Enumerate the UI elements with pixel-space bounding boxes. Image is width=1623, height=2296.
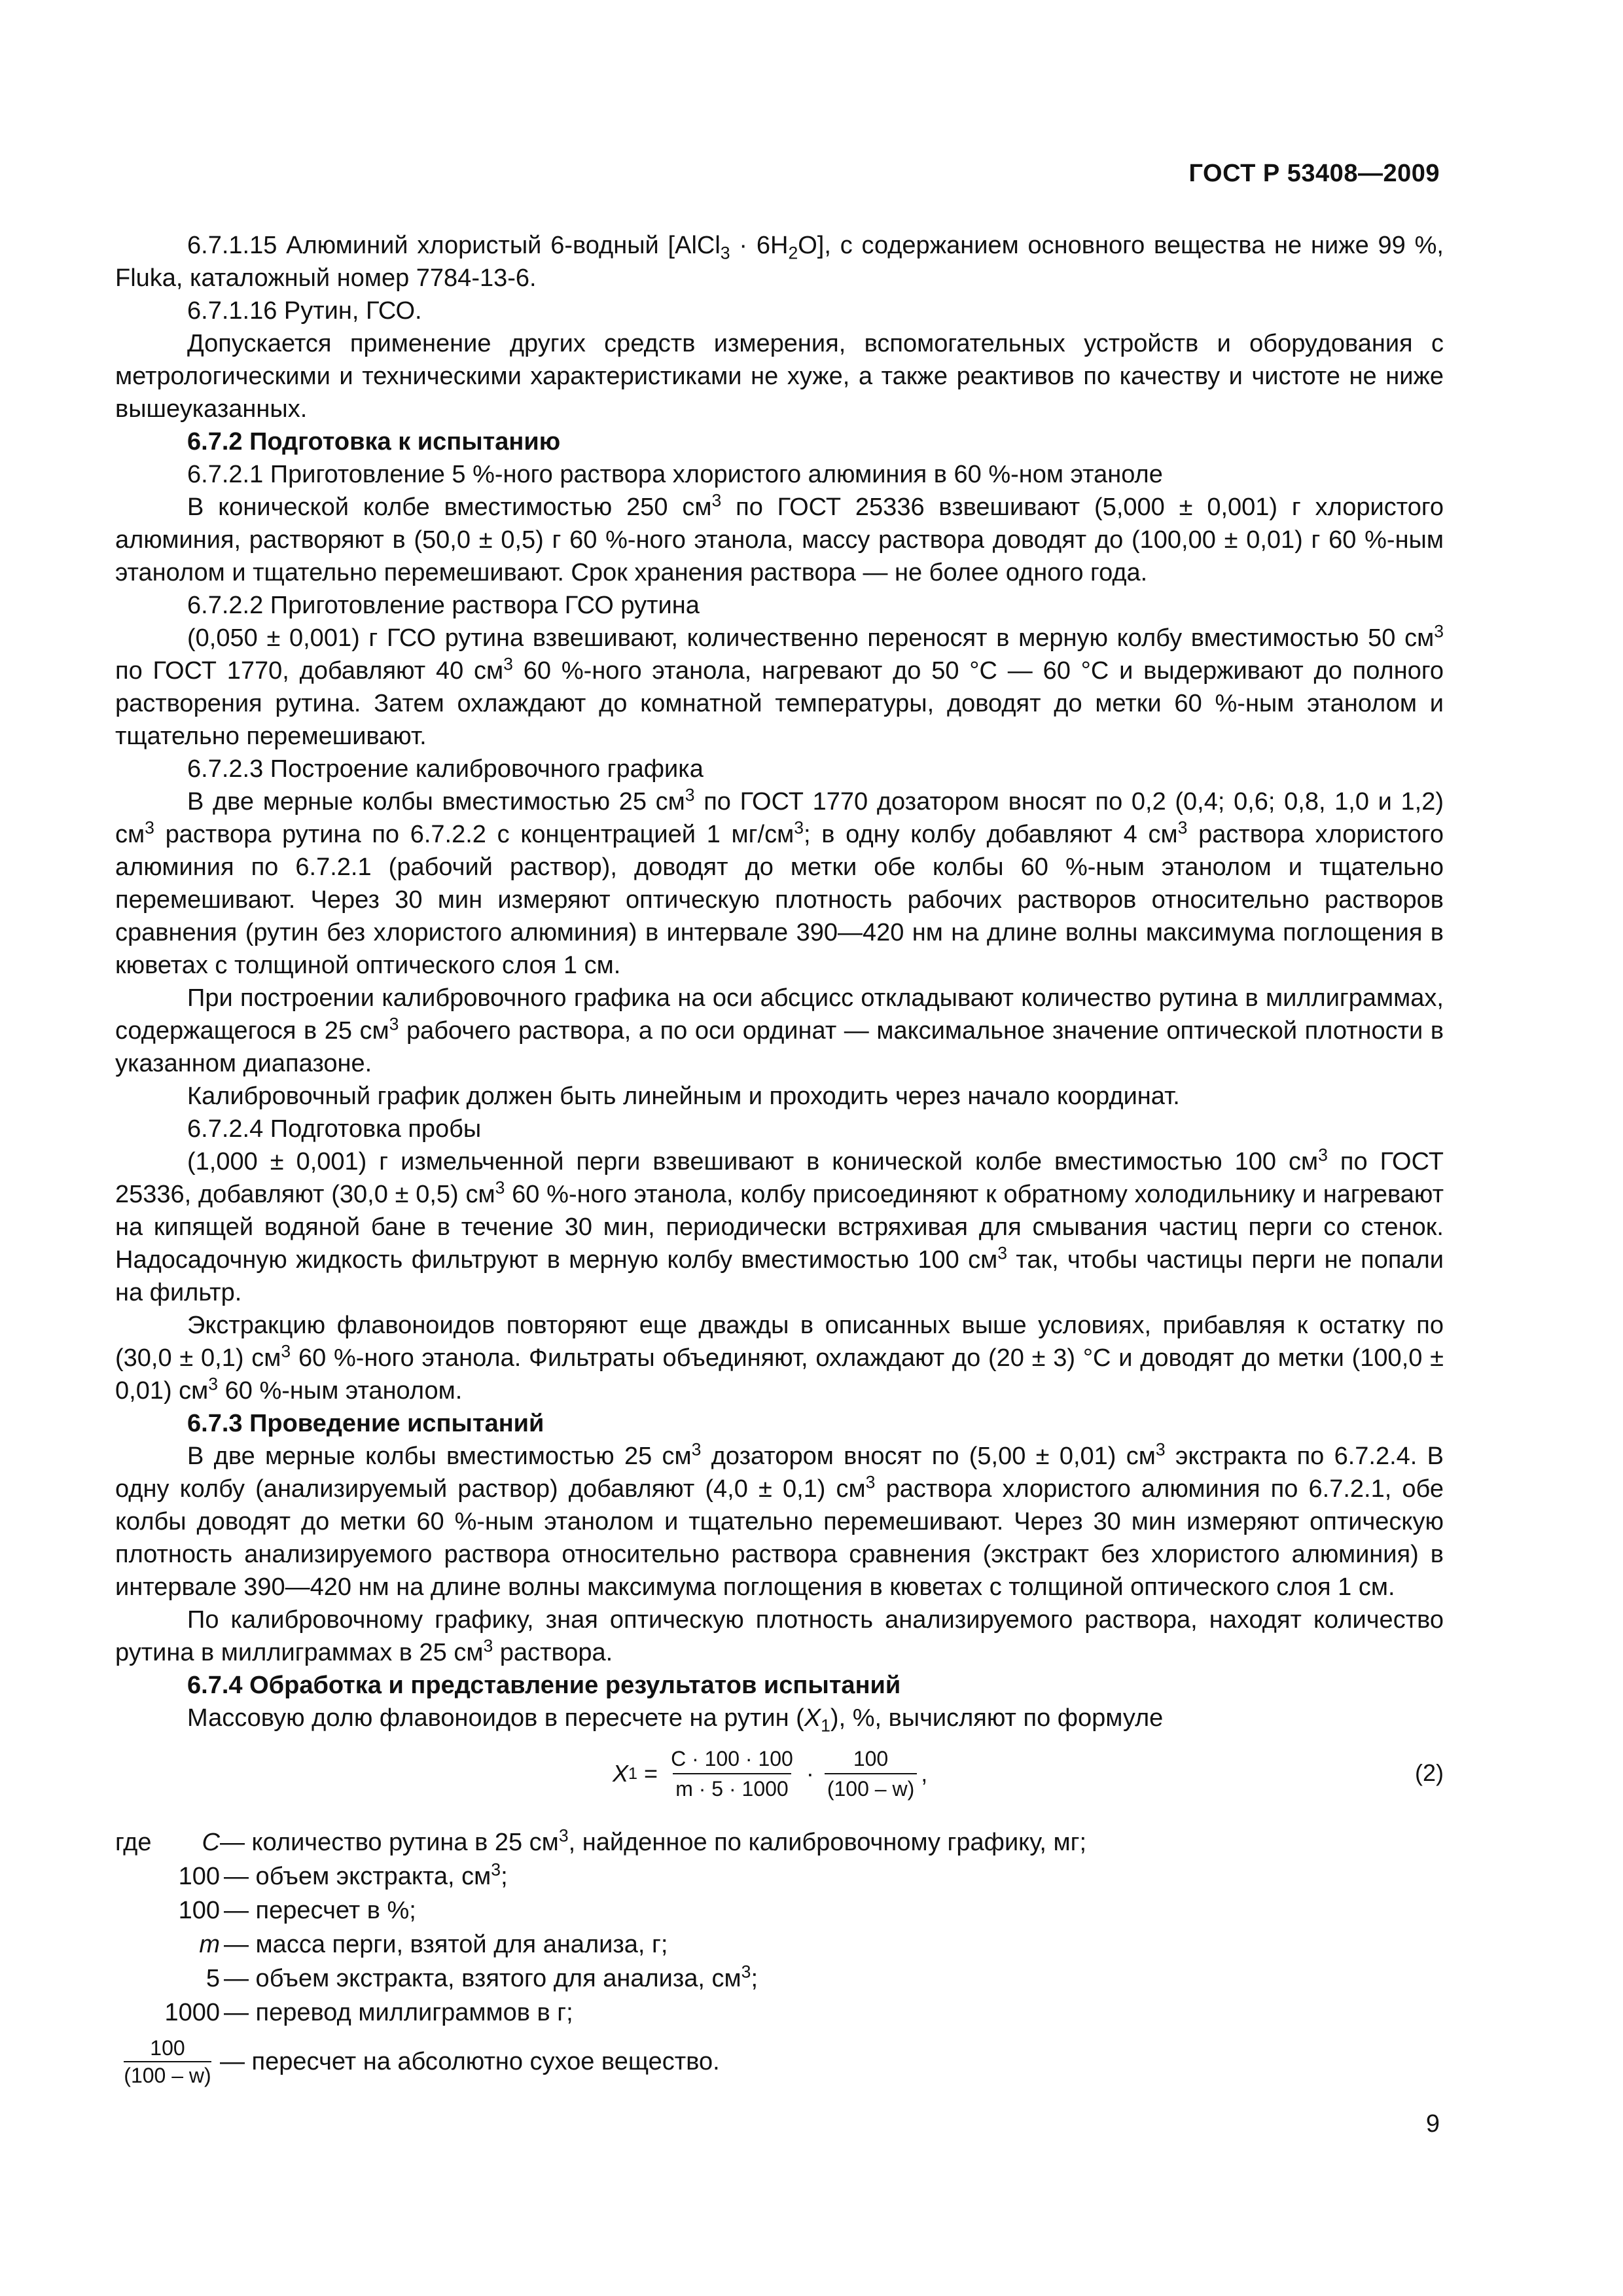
definition-symbol: 5 xyxy=(205,1965,220,1992)
definition-row xyxy=(115,2030,1444,2093)
document-body xyxy=(115,229,1444,2093)
paragraph-6-7-4-intro: Массовую долю флавоноидов в пересчете на рутин $(X_1)$, %, вычисляют по формуле xyxy=(187,1704,1164,1736)
page-number: 9 xyxy=(1425,2110,1440,2138)
definition-text: — пересчет на абсолютно сухое вещество. xyxy=(220,2048,720,2075)
definition-text: — количество рутина в 25 $см^3$, найденное по калибровочному графику, мг; xyxy=(220,1825,1087,1856)
definition-row xyxy=(115,1826,1444,1860)
definition-symbol: 1000 xyxy=(164,1999,220,2026)
definition-symbol: m xyxy=(199,1931,220,1958)
paragraph-extraction: Экстракцию флавоноидов повторяют еще дважды в описанных выше условиях, прибавляя к остатку по (30,0 ± 0,1) $см^3$ 60 %-ного этанола. Фильтраты объединяют, охлаждают до (20 ± 3) °С и доводят до метки (100,0 ± 0,01) $см^3$ 60 %-ным этанолом. xyxy=(115,1312,1444,1405)
definition-text: — пересчет в %; xyxy=(224,1897,416,1924)
formula-fraction-2: $\frac{100}{(100 - w)}$ xyxy=(825,1744,917,1803)
heading-6-7-2: 6.7.2 Подготовка к испытанию xyxy=(187,428,561,456)
paragraph-6-7-2-2-title: 6.7.2.2 Приготовление раствора ГСО рутина xyxy=(187,592,700,619)
definition-text: — перевод миллиграммов в г; xyxy=(224,1999,573,2026)
paragraph-6-7-2-1-title: 6.7.2.1 Приготовление 5 %-ного раствора хлористого алюминия в 60 %-ном этаноле xyxy=(187,461,1163,488)
formula-equals: = xyxy=(637,1760,665,1787)
paragraph-allowance: Допускается применение других средств измерения, вспомогательных устройств и оборудования с метрологическими и техническими характеристиками не хуже, а также реактивов по качеству и чистоте не ниже вышеуказанных. xyxy=(115,330,1444,423)
formula-2 xyxy=(115,1737,1444,1810)
definition-symbol: 100 xyxy=(178,1897,220,1924)
paragraph-6-7-2-4-title: 6.7.2.4 Подготовка пробы xyxy=(187,1115,482,1143)
paragraph-6-7-1-16: 6.7.1.16 Рутин, ГСО. xyxy=(187,297,422,325)
paragraph-calibration-lookup: По калибровочному графику, зная оптическую плотность анализируемого раствора, находят количество рутина в миллиграммах в 25 $см^3$ раствора. xyxy=(115,1606,1444,1666)
definition-row xyxy=(115,1962,1444,1996)
paragraph-6-7-2-4-body: (1,000 ± 0,001) г измельченной перги взвешивают в конической колбе вместимостью 100 $см^3$ по ГОСТ 25336, добавляют (30,0 ± 0,5) $см^3$ 60 %-ного этанола, колбу присоединяют к обратному холодильнику и нагревают на кипящей водяной бане в течение 30 мин, периодически встряхивая для смывания частиц перги со стенок. Надосадочную жидкость фильтруют в мерную колбу вместимостью 100 $см^3$ так, чтобы частицы перги не попали на фильтр. xyxy=(115,1145,1444,1306)
definition-row xyxy=(115,1996,1444,2030)
paragraph-6-7-1-15: 6.7.1.15 Алюминий хлористый 6-водный [AlCl$_3$ · $6H_2O$], с содержанием основного вещества не ниже 99 %, Fluka, каталожный номер 7784-13-6. xyxy=(115,232,1444,292)
formula-expression: X 1 = $\frac{C \cdot 100 \cdot 100}{m \cdot 5 \cdot 1000}$ · $\frac{100}{(100 - w)}$ , xyxy=(613,1737,927,1810)
definition-fraction: $\frac{100}{(100 - w)}$ xyxy=(124,2036,211,2087)
formula-fraction-1: $\frac{C \cdot 100 \cdot 100}{m \cdot 5 \cdot 1000}$ xyxy=(668,1744,796,1803)
formula-dot: · xyxy=(799,1760,821,1787)
heading-6-7-4: 6.7.4 Обработка и представление результатов испытаний xyxy=(187,1672,901,1699)
formula-definitions xyxy=(115,1826,1444,2093)
formula-lhs: X xyxy=(613,1760,629,1787)
paragraph-6-7-2-2-body: (0,050 ± 0,001) г ГСО рутина взвешивают, количественно переносят в мерную колбу вместимостью 50 $см^3$ по ГОСТ 1770, добавляют 40 $см^3$ 60 %-ного этанола, нагревают до 50 °С — 60 °С и выдерживают до полного растворения рутина. Затем охлаждают до комнатной температуры, доводят до метки 60 %-ным этанолом и тщательно перемешивают. xyxy=(115,621,1444,750)
definition-symbol: C xyxy=(202,1829,220,1856)
paragraph-6-7-2-3-title: 6.7.2.3 Построение калибровочного графика xyxy=(187,755,704,783)
formula-number: (2) xyxy=(1415,1759,1444,1786)
definition-text: — объем экстракта, взятого для анализа, $см^3$; xyxy=(224,1962,758,1992)
heading-6-7-3: 6.7.3 Проведение испытаний xyxy=(187,1410,544,1437)
definition-row xyxy=(115,1928,1444,1962)
paragraph-calibration-axes: При построении калибровочного графика на оси абсцисс откладывают количество рутина в миллиграммах, содержащегося в 25 $см^3$ рабочего раствора, а по оси ординат — максимальное значение оптической плотности в указанном диапазоне. xyxy=(115,984,1444,1077)
definition-row xyxy=(115,1860,1444,1894)
standard-code: ГОСТ Р 53408—2009 xyxy=(1188,160,1440,187)
definition-row xyxy=(115,1894,1444,1928)
definitions-lead: где xyxy=(115,1829,152,1856)
definition-text: — объем экстракта, $см^3$; xyxy=(224,1859,508,1890)
paragraph-6-7-2-1-body: В конической колбе вместимостью 250 $см^3$ по ГОСТ 25336 взвешивают (5,000 ± 0,001) г хлористого алюминия, растворяют в (50,0 ± 0,5) г 60 %-ного этанола, массу раствора доводят до (100,00 ± 0,01) г 60 %-ным этанолом и тщательно перемешивают. Срок хранения раствора — не более одного года. xyxy=(115,490,1444,586)
paragraph-6-7-2-3-body: В две мерные колбы вместимостью 25 $см^3$ по ГОСТ 1770 дозатором вносят по 0,2 (0,4; 0,6; 0,8, 1,0 и 1,2) $см^3$ раствора рутина по 6.7.2.2 с концентрацией 1 $мг/см^3$; в одну колбу добавляют 4 $см^3$ раствора хлористого алюминия по 6.7.2.1 (рабочий раствор), доводят до метки обе колбы 60 %-ным этанолом и тщательно перемешивают. Через 30 мин измеряют оптическую плотность рабочих растворов относительно растворов сравнения (рутин без хлористого алюминия) в интервале 390—420 нм на длине волны максимума поглощения в кюветах с толщиной оптического слоя 1 см. xyxy=(115,785,1444,979)
paragraph-6-7-3-body: В две мерные колбы вместимостью 25 $см^3$ дозатором вносят по (5,00 ± 0,01) $см^3$ экстракта по 6.7.2.4. В одну колбу (анализируемый раствор) добавляют (4,0 ± 0,1) $см^3$ раствора хлористого алюминия по 6.7.2.1, обе колбы доводят до метки 60 %-ным этанолом и тщательно перемешивают. Через 30 мин измеряют оптическую плотность анализируемого раствора относительно раствора сравнения (экстракт без хлористого алюминия) в интервале 390—420 нм на длине волны максимума поглощения в кюветах с толщиной оптического слоя 1 см. xyxy=(115,1439,1444,1601)
paragraph-calibration-linear: Калибровочный график должен быть линейным и проходить через начало координат. xyxy=(187,1083,1180,1110)
definition-text: — масса перги, взятой для анализа, г; xyxy=(224,1931,668,1958)
definition-symbol: 100 xyxy=(178,1863,220,1890)
